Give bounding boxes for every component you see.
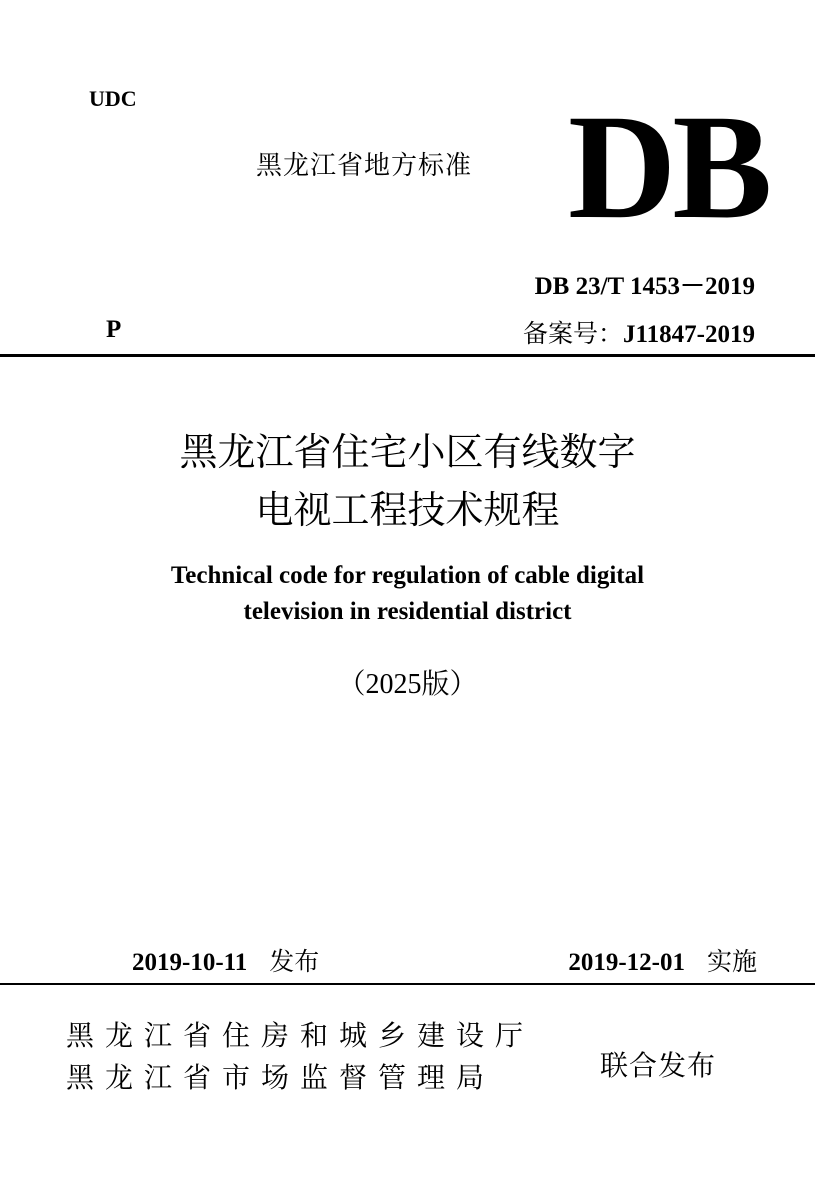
footer-divider <box>0 983 815 985</box>
issuer-line-1: 黑龙江省住房和城乡建设厅 <box>66 1019 535 1052</box>
filing-number: J11847-2019 <box>623 321 755 348</box>
issue-date: 2019-10-11 <box>132 949 248 976</box>
title-english-line-1: Technical code for regulation of cable digital <box>170 562 645 589</box>
standard-type: 黑龙江省地方标准 <box>256 151 473 181</box>
title-chinese-line-2: 电视工程技术规程 <box>255 488 560 532</box>
udc-label: UDC <box>89 86 137 111</box>
implementation-label: 实施 <box>706 947 757 976</box>
filing-label: 备案号： <box>523 319 624 348</box>
issue-label: 发布 <box>269 947 320 976</box>
db-logo: DB <box>568 84 769 250</box>
implementation-date-line <box>568 942 757 978</box>
standard-number: DB 23/T 1453－2019 <box>534 273 755 300</box>
edition-open-paren: （ <box>337 667 366 700</box>
category-code: P <box>106 316 122 343</box>
issue-date-line <box>132 942 319 978</box>
implementation-date: 2019-12-01 <box>568 949 685 976</box>
edition-year: 2025 <box>365 669 422 700</box>
title-english-line-2: television in residential district <box>243 598 572 625</box>
issuer-line-2: 黑龙江省市场监督管理局 <box>66 1061 496 1094</box>
filing-number-line <box>523 314 755 350</box>
edition-suffix: 版） <box>421 667 478 700</box>
joint-release-label: 联合发布 <box>600 1049 717 1082</box>
edition <box>0 662 815 702</box>
title-chinese-line-1: 黑龙江省住宅小区有线数字 <box>179 430 636 474</box>
header-divider <box>0 354 815 357</box>
